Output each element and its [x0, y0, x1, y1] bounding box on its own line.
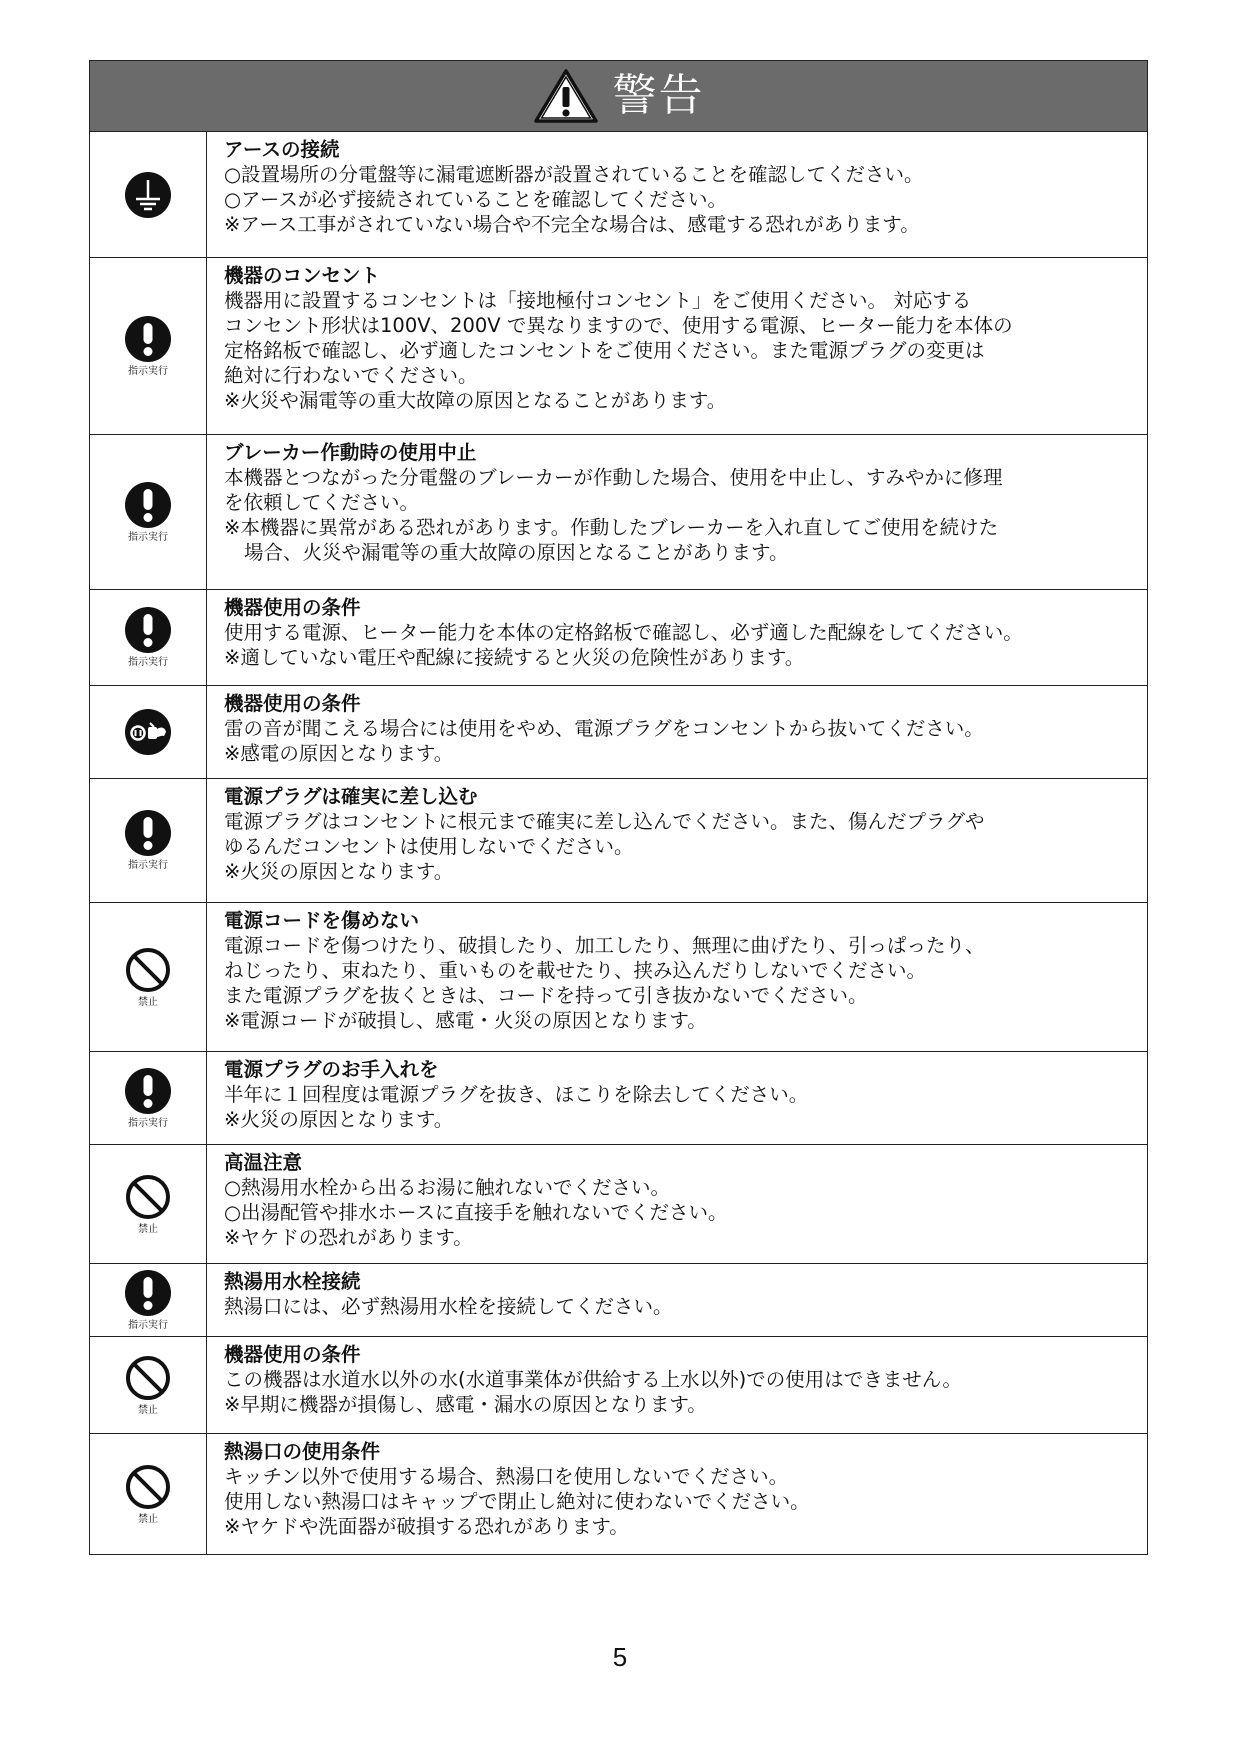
prohibited-icon: [124, 1354, 172, 1402]
section-heading: 電源プラグのお手入れを: [224, 1058, 439, 1081]
section-row: [90, 779, 1147, 903]
section-line: ※早期に機器が損傷し、感電・漏水の原因となります。: [224, 1393, 707, 1416]
unplug-icon: [124, 708, 172, 756]
section-line: ※本機器に異常がある恐れがあります。作動したブレーカーを入れ直してご使用を続けた: [224, 516, 999, 539]
section-row: [90, 686, 1147, 779]
mandatory-icon: [124, 315, 172, 363]
section-row: [90, 1434, 1147, 1554]
section-row: [90, 1145, 1147, 1264]
warning-triangle-icon: [533, 68, 599, 124]
section-row: [90, 1264, 1147, 1337]
section-line: ○アースが必ず接続されていることを確認してください。: [224, 188, 727, 211]
section-line: ※火災の原因となります。: [224, 860, 454, 883]
section-heading: 機器使用の条件: [224, 596, 361, 619]
section-row: [90, 132, 1147, 258]
section-heading: 電源コードを傷めない: [224, 909, 420, 932]
prohibited-icon: [124, 946, 172, 994]
section-line: 場合、火災や漏電等の重大故障の原因となることがあります。: [244, 541, 789, 564]
section-line: ※火災の原因となります。: [224, 1108, 454, 1131]
mandatory-icon: [124, 1067, 172, 1115]
section-line: ※ヤケドの恐れがあります。: [224, 1226, 473, 1249]
section-heading: 機器使用の条件: [224, 1343, 361, 1366]
warning-title: 警告: [612, 70, 705, 121]
mandatory-label: 指示実行: [128, 860, 168, 871]
section-line: 本機器とつながった分電盤のブレーカーが作動した場合、使用を中止し、すみやかに修理: [224, 466, 1003, 489]
page-number: 5: [612, 1642, 628, 1672]
section-row: [90, 1337, 1147, 1434]
warning-header: [90, 61, 1147, 132]
section-line: 定格銘板で確認し、必ず適したコンセントをご使用ください。また電源プラグの変更は: [224, 339, 985, 362]
section-line: ※ヤケドや洗面器が破損する恐れがあります。: [224, 1515, 629, 1538]
warning-table: [89, 60, 1148, 1555]
prohibited-icon: [124, 1173, 172, 1221]
mandatory-label: 指示実行: [128, 657, 168, 668]
section-line: キッチン以外で使用する場合、熱湯口を使用しないでください。: [224, 1465, 789, 1488]
section-line: 電源コードを傷つけたり、破損したり、加工したり、無理に曲げたり、引っぱったり、: [224, 934, 985, 957]
section-line: 熱湯口には、必ず熱湯用水栓を接続してください。: [224, 1295, 673, 1318]
mandatory-icon: [124, 809, 172, 857]
section-heading: 熱湯用水栓接続: [224, 1270, 361, 1293]
section-line: 使用する電源、ヒーター能力を本体の定格銘板で確認し、必ず適した配線をしてください。: [224, 621, 1023, 644]
section-line: また電源プラグを抜くときは、コードを持って引き抜かないでください。: [224, 984, 868, 1007]
section-line: ゆるんだコンセントは使用しないでください。: [224, 835, 634, 858]
mandatory-icon: [124, 481, 172, 529]
mandatory-label: 指示実行: [128, 531, 168, 543]
mandatory-label: 指示実行: [128, 1117, 168, 1129]
section-row: [90, 903, 1147, 1052]
section-line: 半年に１回程度は電源プラグを抜き、ほこりを除去してください。: [224, 1083, 809, 1106]
section-line: ○熱湯用水栓から出るお湯に触れないでください。: [224, 1176, 671, 1199]
section-heading: ブレーカー作動時の使用中止: [224, 441, 477, 464]
section-line: 電源プラグはコンセントに根元まで確実に差し込んでください。また、傷んだプラグや: [224, 810, 985, 833]
section-heading: アースの接続: [224, 138, 340, 161]
section-heading: 機器のコンセント: [224, 264, 381, 287]
section-line: ねじったり、束ねたり、重いものを載せたり、挟み込んだりしないでください。: [224, 959, 927, 982]
mandatory-icon: [124, 1269, 172, 1317]
section-row: [90, 435, 1147, 590]
prohibited-label: 禁止: [138, 1404, 158, 1416]
section-line: ○出湯配管や排水ホースに直接手を触れないでください。: [224, 1201, 728, 1224]
mandatory-label: 指示実行: [128, 1319, 168, 1331]
mandatory-label: 指示実行: [128, 365, 168, 377]
mandatory-icon: [124, 606, 172, 654]
prohibited-label: 禁止: [138, 996, 158, 1008]
section-row: [90, 590, 1147, 686]
section-line: ※電源コードが破損し、感電・火災の原因となります。: [224, 1009, 707, 1032]
section-heading: 高温注意: [224, 1151, 303, 1174]
section-line: この機器は水道水以外の水(水道事業体が供給する上水以外)での使用はできません。: [224, 1368, 962, 1391]
section-row: [90, 1052, 1147, 1145]
section-line: ○設置場所の分電盤等に漏電遮断器が設置されていることを確認してください。: [224, 163, 924, 186]
prohibited-label: 禁止: [138, 1223, 158, 1235]
section-line: ※火災や漏電等の重大故障の原因となることがあります。: [224, 389, 727, 412]
section-line: 絶対に行わないでください。: [224, 364, 478, 387]
section-line: 機器用に設置するコンセントは「接地極付コンセント」をご使用ください。 対応する: [224, 289, 972, 312]
prohibited-label: 禁止: [138, 1513, 158, 1525]
section-heading: 熱湯口の使用条件: [224, 1440, 381, 1463]
section-line: ※アース工事がされていない場合や不完全な場合は、感電する恐れがあります。: [224, 213, 920, 236]
section-line: ※感電の原因となります。: [224, 742, 454, 765]
prohibited-icon: [124, 1463, 172, 1511]
section-line: 雷の音が聞こえる場合には使用をやめ、電源プラグをコンセントから抜いてください。: [224, 717, 984, 740]
section-line: ※適していない電圧や配線に接続すると火災の危険性があります。: [224, 646, 805, 669]
section-line: 使用しない熱湯口はキャップで閉止し絶対に使わないでください。: [224, 1490, 810, 1513]
section-heading: 機器使用の条件: [224, 692, 361, 715]
section-line: を依頼してください。: [224, 491, 420, 514]
ground-icon: [124, 171, 172, 219]
section-heading: 電源プラグは確実に差し込む: [224, 785, 478, 808]
section-row: [90, 258, 1147, 435]
section-line: コンセント形状は100V、200V で異なりますので、使用する電源、ヒーター能力を本体の: [224, 314, 1013, 337]
